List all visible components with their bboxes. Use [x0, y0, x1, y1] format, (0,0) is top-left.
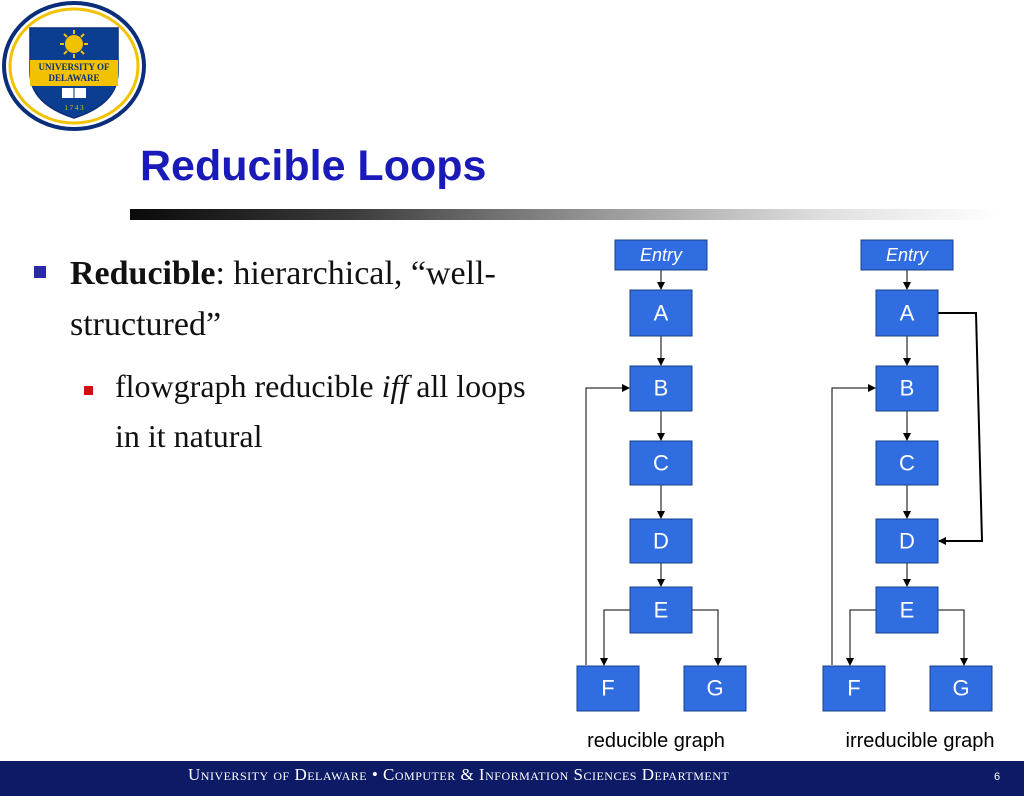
irreducible-node-b-label: B — [899, 375, 915, 401]
irreducible-node-g-label: G — [952, 675, 970, 701]
irreducible-node-e-label: E — [899, 597, 915, 623]
bullet-definition: : hierarchical, “well-structured” — [70, 255, 496, 343]
irreducible-node-d — [876, 519, 938, 563]
irreducible-node-f-label: F — [847, 675, 861, 701]
svg-text:DELAWARE: DELAWARE — [48, 73, 100, 83]
footer-text: University of Delaware • Computer & Information Sciences Department — [188, 765, 730, 784]
university-logo — [0, 0, 148, 134]
reducible-node-c — [630, 441, 692, 485]
sub-bullet-square-icon — [84, 386, 93, 395]
irreducible-node-g — [930, 666, 992, 711]
reducible-node-e-label: E — [653, 597, 669, 623]
irreducible-caption: irreducible graph — [845, 730, 995, 752]
irreducible-node-a — [876, 290, 938, 336]
irreducible-node-entry-label: Entry — [885, 245, 929, 265]
reducible-node-g-label: G — [706, 675, 724, 701]
slide-title: Reducible Loops — [140, 142, 487, 190]
irreducible-graph — [823, 240, 994, 752]
sub-bullet-text-pre: flowgraph reducible — [115, 368, 382, 404]
sub-bullet-text-post: all loops in it natural — [115, 368, 526, 454]
irreducible-node-b — [876, 366, 938, 411]
reducible-node-c-label: C — [653, 450, 669, 476]
reducible-node-g — [684, 666, 746, 711]
reducible-caption: reducible graph — [587, 730, 725, 752]
reducible-node-entry — [615, 240, 707, 270]
bullet-square-icon — [34, 266, 46, 278]
irreducible-node-e — [876, 587, 938, 633]
sub-bullet-flowgraph — [115, 362, 535, 461]
reducible-node-d — [630, 519, 692, 563]
reducible-node-a-label: A — [653, 300, 669, 326]
irreducible-node-d-label: D — [899, 528, 915, 554]
reducible-node-b-label: B — [653, 375, 669, 401]
irreducible-node-c-label: C — [899, 450, 915, 476]
reducible-node-b — [630, 366, 692, 411]
page-number: 6 — [994, 771, 1001, 783]
irreducible-node-entry — [861, 240, 953, 270]
reducible-node-entry-label: Entry — [639, 245, 683, 265]
reducible-node-f — [577, 666, 639, 711]
svg-text:1 7 4 3: 1 7 4 3 — [64, 104, 84, 112]
flowgraph-diagrams — [560, 228, 1020, 758]
reducible-node-a — [630, 290, 692, 336]
reducible-node-f-label: F — [601, 675, 615, 701]
irreducible-node-f — [823, 666, 885, 711]
irreducible-node-c — [876, 441, 938, 485]
svg-text:UNIVERSITY OF: UNIVERSITY OF — [38, 62, 110, 72]
title-divider — [130, 209, 1000, 220]
reducible-node-e — [630, 587, 692, 633]
reducible-node-d-label: D — [653, 528, 669, 554]
irreducible-a-to-d-edge — [938, 313, 982, 541]
sub-bullet-iff: iff — [381, 368, 409, 404]
bullet-reducible — [70, 248, 540, 350]
irreducible-node-a-label: A — [899, 300, 915, 326]
bullet-term: Reducible — [70, 255, 216, 292]
